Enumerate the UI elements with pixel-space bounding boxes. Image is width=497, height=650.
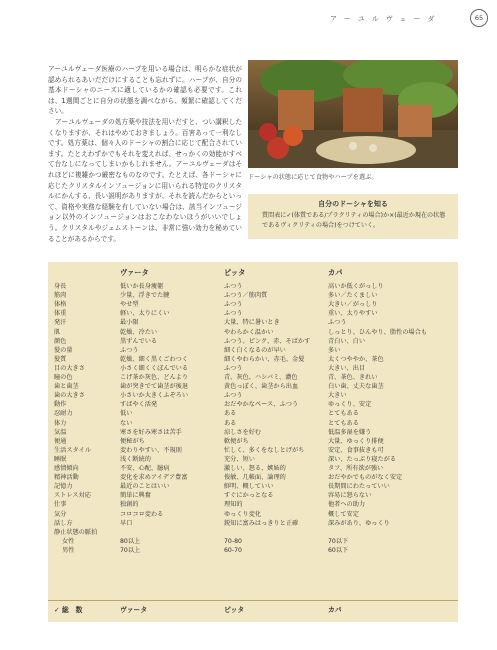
table-cell: 独創的 (120, 501, 139, 509)
table-cell: 不安、心配、臆病 (120, 465, 170, 472)
table-cell: 最小限 (120, 319, 139, 327)
table-cell: 男性 (62, 546, 75, 554)
table-cell: ストレス対応 (54, 492, 91, 500)
totals-vata: ヴァータ (120, 606, 148, 614)
table-cell: コロコロ変わる (120, 510, 164, 518)
table-cell: 歯の大きさ (54, 392, 85, 400)
table-cell: 大きい (328, 392, 347, 400)
table-cell: 60-70 (224, 546, 242, 554)
table-cell: 理知的 (224, 501, 243, 509)
table-cell: 充分、短い (224, 455, 255, 463)
table-cell: 感情傾向 (54, 465, 79, 472)
table-cell: 精神活動 (54, 474, 79, 482)
table-cell: 70以上 (120, 546, 141, 554)
table-cell: 仕事 (54, 501, 67, 509)
table-row (48, 455, 458, 464)
table-row (48, 282, 458, 291)
table-cell: 多い (328, 346, 341, 354)
table-cell: 便通 (54, 437, 67, 445)
table-row (48, 328, 458, 337)
table-row (48, 482, 458, 491)
table-cell: 黄色っぽく、歯茎から出血 (224, 383, 299, 391)
column-header-vata: ヴァータ (120, 268, 149, 277)
table-row (48, 510, 458, 519)
table-cell: 浅く断続的 (120, 455, 151, 463)
table-cell: 身長 (54, 283, 67, 290)
table-cell: 低い (120, 410, 133, 418)
table-cell: 激しい、怒る、嫉妬的 (224, 465, 286, 472)
table-cell: 他者への助力 (328, 501, 366, 509)
table-cell: 記憶力 (54, 483, 73, 491)
table-cell: 細く白くなるのが早い (224, 346, 286, 354)
table-cell: 俊敏、几帳面、論理的 (224, 474, 286, 482)
dosha-info-box (248, 194, 458, 239)
table-cell: 60以下 (328, 546, 349, 554)
table-cell: ふつう (224, 283, 243, 290)
table-cell: ふつう (120, 346, 139, 354)
table-cell: 筋肉 (54, 292, 67, 300)
table-header-row (48, 268, 458, 277)
table-cell: ある (224, 419, 237, 427)
table-cell: 深みがあり、ゆっくり (328, 519, 390, 527)
table-cell: 歯が突きでて歯茎が後退 (120, 383, 189, 391)
table-cell: とてもある (328, 410, 359, 418)
table-row (48, 309, 458, 318)
table-cell: 80以上 (120, 537, 141, 545)
table-cell: 体重 (54, 310, 67, 318)
table-cell: 肌 (54, 328, 61, 336)
table-cell: 髪質 (54, 355, 67, 363)
table-cell: 70以下 (328, 537, 349, 545)
table-row (48, 528, 458, 537)
body-paragraph-1: アーユルヴェーダ医療のハーブを用いる場合は、明らかな症状が認められるあいだだけにすることも忘れずに。ハーブが、自分の基本ドーシャのニーズに適しているかの確認も必要です。これは、1週間ごとに自分の状態を調べながら、頻繁に確認してください。 (48, 65, 242, 116)
table-cell: おだやかでものがなく安定 (328, 474, 403, 482)
table-cell: 白い歯、丈夫な歯茎 (328, 383, 384, 391)
table-cell: 変わりやすい、不規則 (120, 446, 182, 454)
table-row (48, 373, 458, 382)
table-cell: ふつう、ピンク、赤、そばかす (224, 337, 311, 345)
table-cell: 概して安定 (328, 510, 359, 518)
table-cell: 低温多湿を嫌う (328, 428, 372, 436)
table-cell: ふつう (224, 310, 243, 318)
table-row (48, 346, 458, 355)
table-cell: とてもある (328, 419, 359, 427)
table-cell: 多い／たくましい (328, 292, 378, 300)
table-row (48, 364, 458, 373)
totals-label: ✓ 総 数 (54, 606, 83, 614)
table-cell: 髪の量 (54, 346, 73, 354)
table-cell: 忍耐力 (54, 410, 73, 418)
table-cell: 鮮明、概していい (224, 483, 274, 491)
table-cell: 気分 (54, 510, 67, 518)
table-cell: ゆっくり変化 (224, 510, 262, 518)
table-row (48, 546, 458, 555)
table-cell: 女性 (62, 537, 75, 545)
table-cell: 安定、食事抜きも可 (328, 446, 384, 454)
table-cell: 深い、たっぷり寝たがる (328, 455, 397, 463)
table-row (48, 318, 458, 327)
table-cell: 便秘がち (120, 437, 145, 445)
table-cell: 大きい／がっしり (328, 301, 378, 309)
table-cell: 発汗 (54, 319, 67, 327)
table-footer-divider (48, 600, 458, 601)
table-cell: 話し方 (54, 519, 73, 527)
table-cell: 大きい、出目 (328, 364, 366, 372)
table-cell: ふつう (224, 364, 243, 372)
table-row (48, 446, 458, 455)
table-row (48, 400, 458, 409)
table-cell: 最近のことはいい (120, 483, 170, 491)
table-cell: 乾燥、冷たい (120, 328, 158, 336)
table-cell: 体格 (54, 301, 67, 309)
table-cell: 軽い、太りにくい (120, 310, 170, 318)
table-cell: 小さく細くくぼんでいる (120, 364, 189, 372)
table-cell: 歯と歯茎 (54, 383, 79, 391)
table-cell: 気温 (54, 428, 67, 436)
table-row (48, 291, 458, 300)
table-cell: 乾燥、細く黒くごわつく (120, 355, 189, 363)
table-cell: 瞳の色 (54, 374, 73, 381)
table-row (48, 537, 458, 546)
table-cell: ふつう (224, 392, 243, 400)
table-cell: 大量、ゆっくり排便 (328, 437, 384, 445)
table-cell: 高いか低くがっしり (328, 283, 384, 290)
table-cell: 青白い、白い (328, 337, 366, 345)
table-cell: おだやかなペース、ふつう (224, 401, 299, 409)
table-cell: 静止状態の脈拍 (54, 528, 98, 536)
table-row (48, 382, 458, 391)
table-cell: すばやく活発 (120, 401, 158, 409)
table-cell: 少量、浮きでた腱 (120, 292, 170, 300)
table-row (48, 519, 458, 528)
table-cell: 重い、太りやすい (328, 310, 378, 318)
table-cell: すぐにかっとなる (224, 492, 274, 500)
table-cell: 青、茶色、きれい (328, 374, 378, 381)
table-cell: ある (224, 410, 237, 418)
table-cell: ゆっくり、安定 (328, 401, 372, 409)
table-row (48, 391, 458, 400)
table-row (48, 409, 458, 418)
table-cell: 変化を求めアイデア豊富 (120, 474, 188, 482)
table-cell: ふつう (224, 301, 243, 309)
table-cell: こげ茶か灰色、どんより (120, 374, 189, 381)
table-cell: 青、灰色、ハシバミ、濃色 (224, 374, 298, 381)
running-header: アーユルヴェーダ (330, 15, 442, 23)
table-cell: 細くやわらかい、赤毛、金髪 (224, 355, 305, 363)
table-cell: 体力 (54, 419, 67, 427)
table-cell: 忙しく、多くをなしとげがち (224, 446, 305, 454)
table-cell: タフ、所有欲が強い (328, 465, 384, 472)
body-text (48, 64, 242, 244)
box-body: 質問表に✓(体質である/プラクリティの場合)か×(最近か現在の状態であるヴィクリティの場合)をつけていく。 (262, 212, 446, 229)
table-cell: ない (120, 419, 133, 427)
table-cell: 軟便がち (224, 437, 249, 445)
dosha-questionnaire-table (48, 262, 458, 622)
table-cell: 大量、特に暑いとき (224, 319, 280, 327)
table-row (48, 428, 458, 437)
photo-caption: ドーシャの状態に応じて食物やハーブを選ぶ。 (248, 174, 378, 181)
table-cell: 小さいか大きくふぞろい (120, 392, 189, 400)
table-cell: 目の大きさ (54, 364, 85, 372)
herbs-food-photo (248, 60, 458, 168)
table-cell: 低いか長身痩躯 (120, 283, 164, 290)
box-title: 自分のドーシャを知る (318, 200, 388, 208)
table-cell: やせ型 (120, 301, 139, 309)
table-row (48, 491, 458, 500)
table-cell: ふつう／筋肉質 (224, 292, 268, 300)
table-cell: 生活スタイル (54, 446, 92, 454)
table-cell: 寒さを好み寒さは苦手 (120, 428, 182, 436)
table-cell: やわらかく温かい (224, 328, 274, 336)
table-cell: 70-80 (224, 537, 242, 545)
table-row (48, 419, 458, 428)
column-header-kapha: カパ (328, 268, 343, 277)
table-row (48, 355, 458, 364)
table-cell: しっとり、ひんやり、脂性の場合も (328, 328, 427, 336)
table-row (48, 500, 458, 509)
table-cell: 長期間にわたっていい (328, 483, 390, 491)
table-cell: 動作 (54, 401, 67, 409)
page-number: 65 (470, 9, 488, 27)
table-row (48, 300, 458, 309)
table-row (48, 437, 458, 446)
table-cell: 鋭知に富みはっきりと正確 (224, 519, 299, 527)
table-cell: 簡単に興奮 (120, 492, 151, 500)
table-row (48, 337, 458, 346)
table-row (48, 473, 458, 482)
body-paragraph-2: アーユルヴェーダの処方薬や技法を用いだすと、つい講釈したくなりますが、それはやめておきましょう。百害あって一利なしです。処方薬は、個々人のドーシャの割合に応じて配合されています。たとえわずかでもそれを変えれば、せっかくの効能がすべて台なしになってしまいかもしれません。アーユルヴェーダはそれほどに複雑かつ厳密なものなのです。たとえば、各ドーシャに応じたクリスタルインフュージョンに用いられる特定のクリスタルにかんする、長い説明がありますが、それを読んだからといって、資格や実務な経験を有していない場合は、該当インフュージョン以外のインフュージョンはおこなわないほうがいいでしょう。クリスタルやジェムストーンは、非常に強い効力を秘めていることがあるからです。 (48, 117, 242, 243)
totals-pitta: ピッタ (224, 606, 245, 614)
column-header-pitta: ピッタ (224, 268, 246, 277)
table-cell: 早口 (120, 519, 133, 527)
table-cell: 太くつややか、茶色 (328, 355, 384, 363)
table-cell: 涼しさを好む (224, 428, 262, 436)
table-cell: ふつう (328, 319, 347, 327)
totals-kapha: カパ (328, 606, 342, 614)
table-cell: 顔色 (54, 337, 67, 345)
table-row (48, 464, 458, 473)
table-totals-row (48, 606, 458, 615)
table-cell: 容易に怒らない (328, 492, 372, 500)
table-cell: 黒ずんでいる (120, 337, 158, 345)
table-cell: 睡眠 (54, 455, 67, 463)
